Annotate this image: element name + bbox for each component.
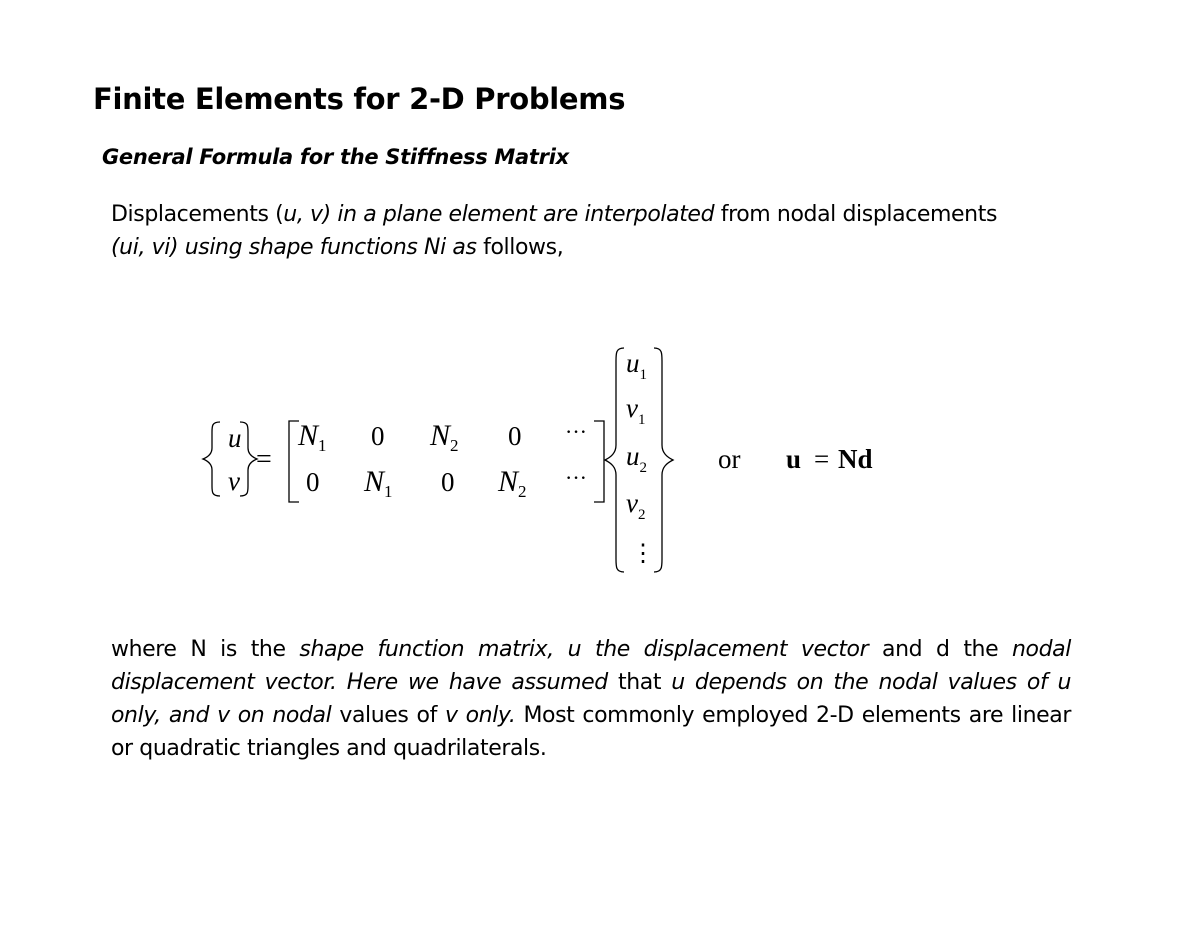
intro-text-4: (ui, vi) using shape functions Ni as (111, 235, 477, 260)
vector-left-brace (605, 348, 624, 572)
matrix-r2-c1: 0 (306, 467, 320, 497)
vector-right-brace (654, 348, 673, 572)
para-text-8: v only. (444, 703, 516, 728)
matrix-r1-c5: ··· (565, 419, 587, 444)
equals-sign: = (256, 444, 272, 475)
matrix-right-bracket (594, 421, 604, 502)
para-text-7: values of (331, 703, 445, 728)
para-text-5: that (607, 670, 672, 695)
matrix-r1-c4: 0 (508, 421, 522, 451)
lhs-v: v (228, 466, 240, 496)
intro-text-3: from nodal displacements (714, 202, 998, 227)
vector-u2: $u_2$ (626, 441, 647, 476)
matrix-r1-c1: $N_1$ (298, 419, 327, 455)
para-text-6: u depends on the nodal values of u only, and v on nodal (111, 670, 1072, 728)
vector-u1: $u_1$ (626, 348, 647, 383)
vector-vdots: ⋮ (631, 541, 655, 567)
matrix-r2-c4: $N_2$ (498, 465, 527, 501)
intro-text-2: u, v) in a plane element are interpolated (283, 202, 715, 227)
compact-eq: = (814, 444, 830, 474)
intro-text-1: Displacements ( (111, 202, 284, 227)
matrix-r1-c3: $N_2$ (430, 419, 459, 455)
para-text-2: shape function matrix, u the displacement vector (299, 637, 869, 662)
para-text-1: where N is the (111, 637, 300, 662)
vector-v2: $v_2$ (626, 488, 646, 523)
intro-paragraph (111, 198, 1111, 264)
matrix-r2-c2: $N_1$ (364, 465, 393, 501)
para-text-3: and d the (868, 637, 1013, 662)
compact-lhs: u (786, 444, 802, 474)
explanation-paragraph (111, 633, 1071, 765)
lhs-left-brace (203, 422, 220, 496)
or-text: or (718, 444, 741, 474)
lhs-u: u (228, 423, 242, 453)
para-text-4: nodal displacement vector. Here we have assumed (111, 637, 1071, 695)
slide-subtitle: General Formula for the Stiffness Matrix (102, 145, 569, 169)
slide-title: Finite Elements for 2-D Problems (93, 82, 626, 116)
matrix-r2-c5: ··· (565, 465, 587, 490)
para-text-9: Most commonly employed 2-D elements are linear or quadratic triangles and quadrilaterals. (111, 703, 1071, 761)
vector-v1: $v_1$ (626, 393, 646, 428)
intro-text-5: follows, (476, 235, 564, 260)
compact-rhs: Nd (838, 444, 873, 474)
matrix-r1-c2: 0 (371, 421, 385, 451)
matrix-r2-c3: 0 (441, 467, 455, 497)
lhs-right-brace (240, 422, 257, 496)
interpolation-equation (190, 335, 910, 585)
